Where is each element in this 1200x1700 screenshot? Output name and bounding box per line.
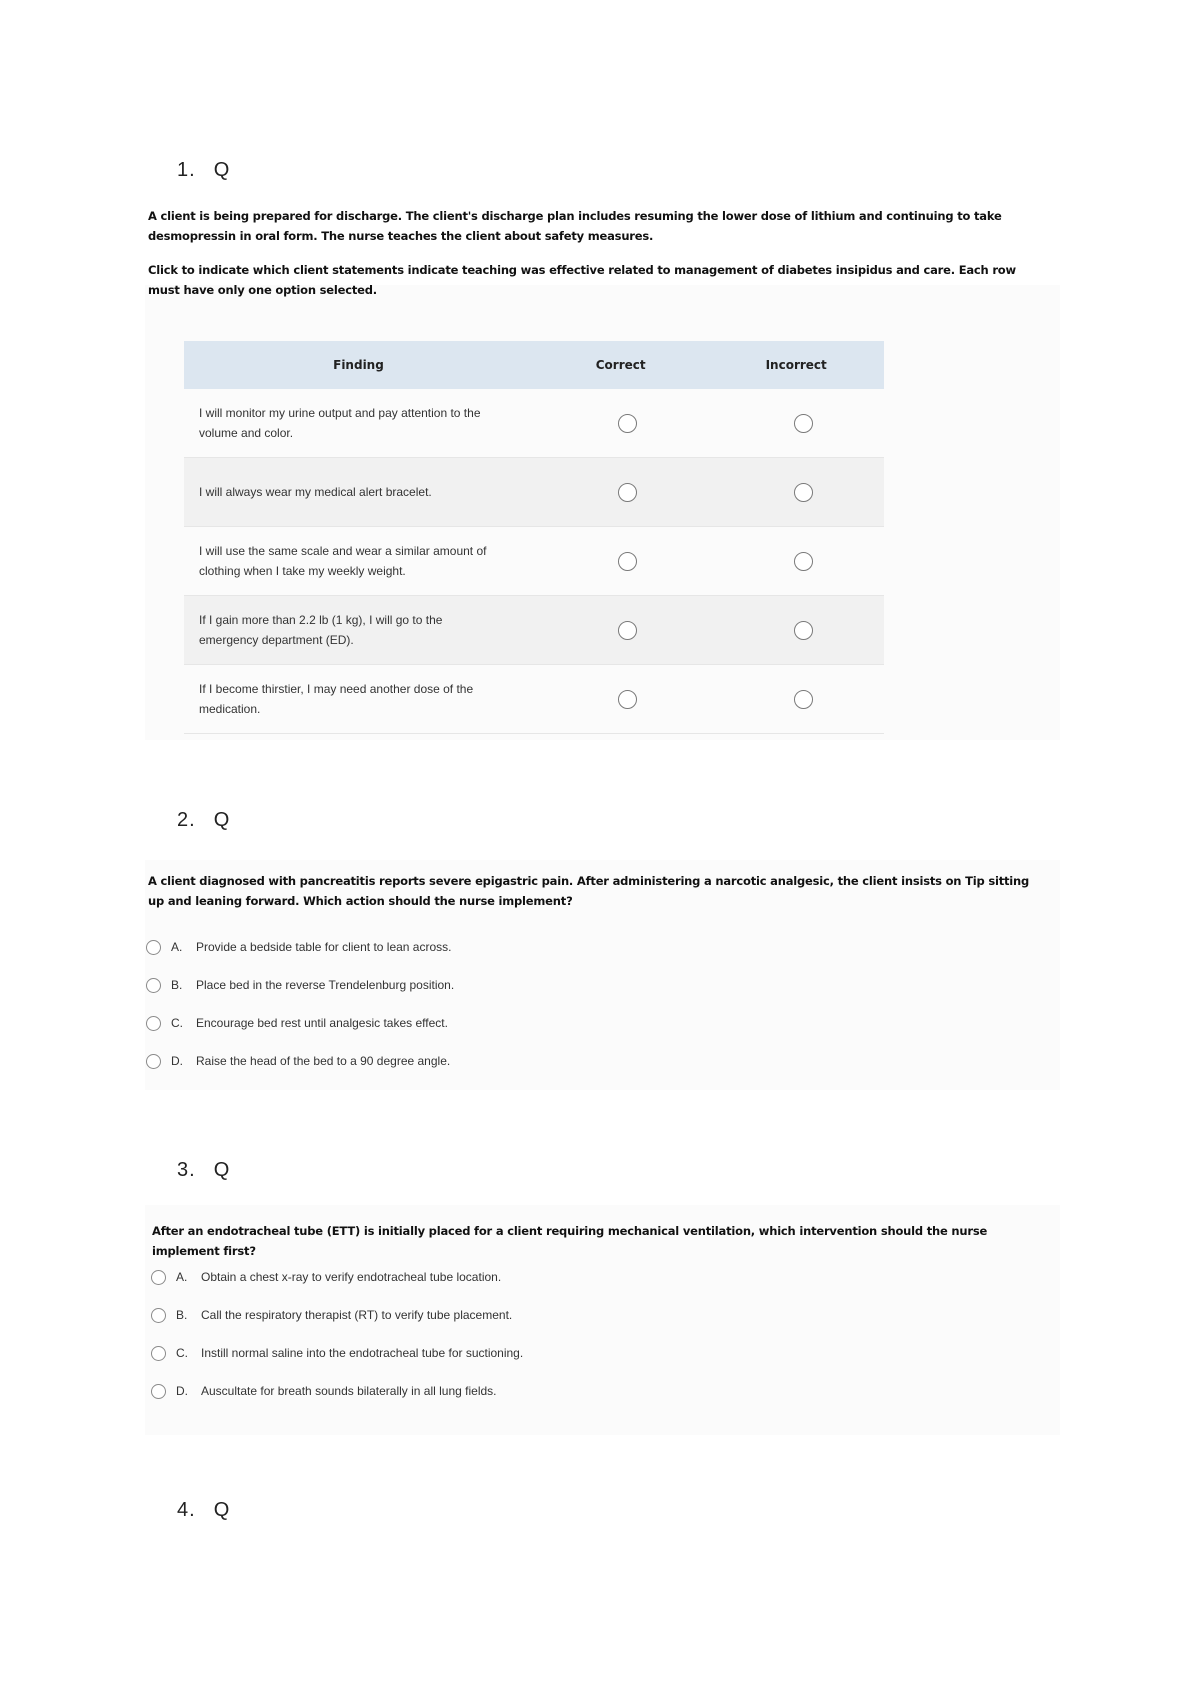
table-row [184, 389, 884, 458]
radio-button[interactable] [146, 1054, 161, 1069]
finding-text: If I become thirstier, I may need another dose of the medication. [184, 665, 533, 734]
question-3-label: Q [213, 1159, 231, 1181]
question-1-stem: A client is being prepared for discharge. The client's discharge plan includes resuming the lower dose of lithium and continuing to take desmopressin in oral form. The nurse teaches the client about safety measures. [148, 209, 1002, 243]
finding-text: I will always wear my medical alert bracelet. [184, 458, 533, 527]
question-2-label: Q [213, 809, 231, 831]
option-letter: D. [171, 1054, 183, 1068]
option-letter: A. [176, 1270, 188, 1284]
question-3-stem: After an endotracheal tube (ETT) is initially placed for a client requiring mechanical ventilation, which intervention should the nurse implement first? [152, 1224, 988, 1258]
radio-button[interactable] [146, 978, 161, 993]
matrix-header-row [184, 341, 884, 389]
option-c[interactable] [146, 1004, 454, 1042]
option-letter: B. [171, 978, 183, 992]
radio-button[interactable] [151, 1308, 166, 1323]
finding-text: I will monitor my urine output and pay attention to the volume and color. [184, 389, 533, 458]
option-text: Raise the head of the bed to a 90 degree angle. [196, 1054, 451, 1068]
radio-incorrect-row-5[interactable] [794, 690, 813, 709]
radio-correct-row-5[interactable] [618, 690, 637, 709]
question-2-options [146, 928, 454, 1080]
radio-incorrect-row-1[interactable] [794, 414, 813, 433]
question-2-heading [177, 809, 230, 832]
option-text: Call the respiratory therapist (RT) to verify tube placement. [201, 1308, 513, 1322]
option-a[interactable] [151, 1258, 523, 1296]
finding-text: I will use the same scale and wear a similar amount of clothing when I take my weekly weight. [184, 527, 533, 596]
header-correct: Correct [533, 341, 708, 389]
question-1-label: Q [213, 159, 231, 181]
option-d[interactable] [151, 1372, 523, 1410]
finding-text: If I gain more than 2.2 lb (1 kg), I will go to the emergency department (ED). [184, 596, 533, 665]
option-text: Place bed in the reverse Trendelenburg position. [196, 978, 455, 992]
radio-button[interactable] [146, 940, 161, 955]
option-b[interactable] [146, 966, 454, 1004]
radio-correct-row-2[interactable] [618, 483, 637, 502]
matrix-table [184, 341, 884, 734]
option-letter: D. [176, 1384, 188, 1398]
option-d[interactable] [146, 1042, 454, 1080]
option-letter: A. [171, 940, 183, 954]
option-text: Auscultate for breath sounds bilaterally in all lung fields. [201, 1384, 497, 1398]
option-a[interactable] [146, 928, 454, 966]
question-2-number: 2. [177, 809, 196, 831]
table-row [184, 596, 884, 665]
question-1-heading [177, 159, 230, 182]
radio-button[interactable] [151, 1384, 166, 1399]
question-2-stem: A client diagnosed with pancreatitis reports severe epigastric pain. After administering a narcotic analgesic, the client insists on Tip sitting up and leaning forward. Which action should the nurse implement? [148, 874, 1030, 908]
table-row [184, 527, 884, 596]
option-letter: C. [176, 1346, 188, 1360]
option-text: Provide a bedside table for client to lean across. [196, 940, 452, 954]
option-text: Encourage bed rest until analgesic takes effect. [196, 1016, 448, 1030]
header-finding: Finding [184, 341, 533, 389]
option-text: Instill normal saline into the endotracheal tube for suctioning. [201, 1346, 524, 1360]
table-row [184, 665, 884, 734]
question-4-number: 4. [177, 1499, 196, 1521]
question-4-heading [177, 1499, 230, 1522]
question-4-label: Q [213, 1499, 231, 1521]
radio-correct-row-4[interactable] [618, 621, 637, 640]
option-c[interactable] [151, 1334, 523, 1372]
question-3-options [151, 1258, 523, 1410]
question-1-instruction: Click to indicate which client statements indicate teaching was effective related to management of diabetes insipidus and care. Each row must have only one option selected. [148, 263, 1016, 297]
option-text: Obtain a chest x-ray to verify endotracheal tube location. [201, 1270, 502, 1284]
radio-button[interactable] [151, 1346, 166, 1361]
radio-incorrect-row-3[interactable] [794, 552, 813, 571]
question-3-heading [177, 1159, 230, 1182]
option-letter: B. [176, 1308, 188, 1322]
radio-incorrect-row-2[interactable] [794, 483, 813, 502]
header-incorrect: Incorrect [708, 341, 884, 389]
radio-button[interactable] [146, 1016, 161, 1031]
question-1-number: 1. [177, 159, 196, 181]
question-3-number: 3. [177, 1159, 196, 1181]
option-b[interactable] [151, 1296, 523, 1334]
radio-correct-row-3[interactable] [618, 552, 637, 571]
table-row [184, 458, 884, 527]
radio-correct-row-1[interactable] [618, 414, 637, 433]
radio-incorrect-row-4[interactable] [794, 621, 813, 640]
option-letter: C. [171, 1016, 183, 1030]
radio-button[interactable] [151, 1270, 166, 1285]
